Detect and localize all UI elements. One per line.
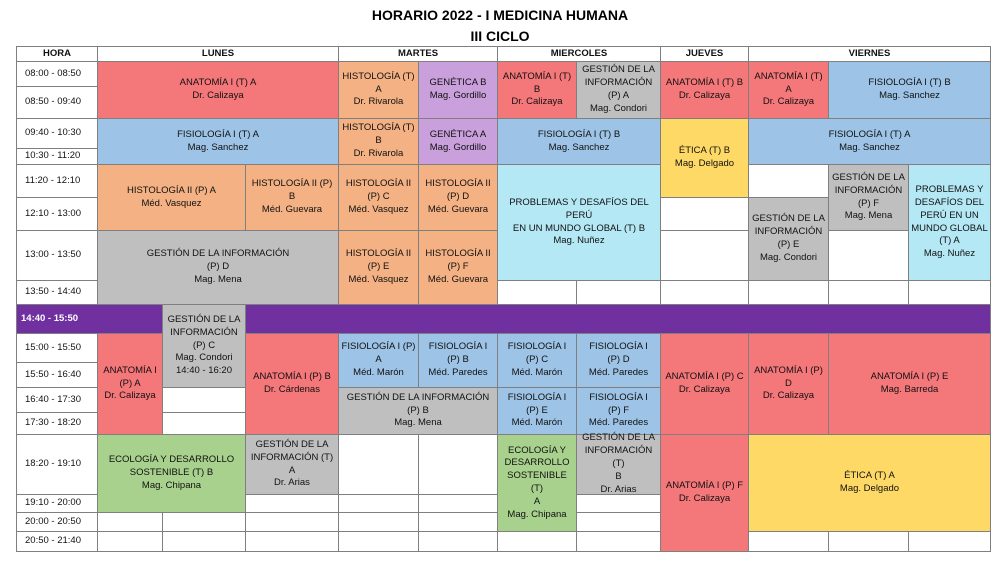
- course-line: PROBLEMAS Y: [915, 184, 984, 196]
- course-line: INFORMACIÓN (T): [584, 445, 653, 470]
- course-text: [911, 184, 988, 261]
- course-line: Mag. Sanchez: [187, 141, 249, 153]
- course-line: Méd. Vasquez: [348, 203, 409, 215]
- course-block: [97, 434, 246, 513]
- course-line: ANATOMÍA I (P) F: [665, 480, 744, 492]
- course-line: Mag. Gordillo: [429, 141, 487, 153]
- course-line: FISIOLOGÍA I (T) A: [177, 128, 259, 140]
- course-line: A: [375, 354, 382, 366]
- course-line: FISIOLOGÍA I (T) B: [868, 77, 951, 89]
- empty-cell: [748, 531, 829, 552]
- course-text: [428, 341, 487, 379]
- course-line: Mag. Barreda: [880, 384, 939, 395]
- course-text: [500, 445, 574, 522]
- course-block: [418, 164, 498, 231]
- course-line: Mag. Sanchez: [548, 141, 610, 153]
- course-text: [430, 129, 487, 155]
- course-line: HISTOLOGÍA II (P) A: [126, 184, 217, 196]
- course-block: [660, 118, 749, 198]
- course-text: [508, 392, 567, 430]
- course-block: [162, 304, 246, 388]
- course-line: FISIOLOGÍA I (T) B: [537, 128, 621, 140]
- course-block: [97, 333, 163, 435]
- course-line: ANATOMÍA I (P): [754, 364, 823, 376]
- course-block: [497, 61, 577, 119]
- course-block: [828, 333, 991, 435]
- empty-cell: [245, 494, 339, 513]
- course-line: GESTIÓN DE LA: [255, 438, 329, 450]
- course-text: [252, 178, 333, 216]
- course-block: [338, 164, 419, 231]
- course-line: Méd. Guevara: [427, 273, 489, 285]
- course-block: [418, 118, 498, 165]
- course-text: [665, 371, 743, 397]
- course-line: A: [785, 83, 792, 95]
- course-line: (P) B: [407, 404, 429, 416]
- course-line: FISIOLOGÍA I: [507, 391, 567, 403]
- course-block: [660, 61, 749, 119]
- time-slot: 15:00 - 15:50: [16, 333, 98, 363]
- course-line: (P) B: [447, 354, 469, 366]
- course-line: FISIOLOGÍA I: [428, 341, 488, 353]
- course-line: Dr. Rivarola: [353, 96, 404, 108]
- course-line: ANATOMÍA I (T) B: [665, 77, 744, 89]
- course-line: (P) E: [367, 261, 390, 273]
- empty-cell: [576, 494, 661, 513]
- course-text: [103, 365, 157, 403]
- course-line: ANATOMÍA I (P) B: [253, 371, 331, 383]
- course-line: GESTIÓN DE LA INFORMACIÓN: [146, 248, 290, 260]
- course-line: Méd. Vasquez: [348, 273, 409, 285]
- course-text: [754, 71, 822, 109]
- empty-cell: [748, 164, 829, 198]
- course-text: [253, 371, 331, 397]
- column-header: VIERNES: [748, 46, 991, 62]
- course-line: Méd. Marón: [353, 366, 404, 378]
- course-block: [245, 434, 339, 495]
- course-text: [342, 341, 416, 379]
- time-slot: 16:40 - 17:30: [16, 387, 98, 413]
- course-line: HISTOLOGÍA (T): [342, 122, 415, 134]
- course-line: DESAFÍOS DEL: [914, 196, 985, 208]
- course-line: (P) C: [367, 191, 390, 203]
- course-line: Dr. Arias: [600, 483, 637, 495]
- course-line: Méd. Marón: [511, 417, 563, 429]
- course-line: Mag. Chipana: [141, 479, 202, 491]
- course-text: [666, 77, 743, 103]
- course-text: [180, 77, 257, 103]
- course-line: Dr. Cárdenas: [264, 384, 320, 395]
- course-block: [338, 387, 498, 435]
- course-line: FISIOLOGÍA I (P): [341, 341, 416, 353]
- course-line: ANATOMÍA I (T): [502, 70, 572, 82]
- course-line: (P) C: [525, 354, 549, 366]
- course-line: GENÉTICA B: [429, 77, 487, 89]
- course-line: D: [785, 377, 792, 389]
- course-line: GESTIÓN DE LA: [582, 64, 655, 76]
- course-line: GESTIÓN DE LA: [832, 171, 905, 183]
- course-block: [748, 333, 829, 435]
- course-line: Dr. Calizaya: [678, 493, 731, 504]
- course-line: Dr. Calizaya: [762, 96, 815, 108]
- empty-cell: [162, 512, 246, 532]
- page-subtitle: III CICLO: [470, 28, 530, 44]
- course-text: [675, 145, 734, 171]
- course-line: INFORMACIÓN (T): [250, 451, 334, 463]
- course-line: Méd. Paredes: [588, 366, 649, 378]
- course-line: Mag. Nuñez: [553, 235, 605, 247]
- course-line: Dr. Calizaya: [192, 90, 244, 101]
- course-line: A: [288, 464, 296, 476]
- course-line: FISIOLOGÍA I (T) A: [828, 128, 911, 140]
- course-line: Méd. Vasquez: [141, 197, 202, 209]
- course-text: [579, 432, 658, 496]
- course-line: ECOLOGÍA Y DESARROLLO: [108, 454, 235, 466]
- course-text: [832, 172, 905, 223]
- course-line: (T) A: [939, 235, 960, 247]
- course-line: GESTIÓN DE LA: [752, 213, 825, 225]
- course-line: B: [615, 470, 622, 482]
- course-text: [346, 248, 411, 286]
- course-line: MUNDO GLOBAL: [911, 222, 988, 234]
- course-line: Méd. Guevara: [427, 203, 489, 215]
- course-line: FISIOLOGÍA I: [507, 341, 567, 353]
- course-line: Méd. Paredes: [428, 366, 488, 378]
- course-line: B: [533, 83, 541, 95]
- course-line: PROBLEMAS Y DESAFÍOS DEL PERÚ: [509, 196, 649, 221]
- empty-cell: [245, 531, 339, 552]
- time-slot: 13:50 - 14:40: [16, 280, 98, 305]
- course-line: GESTIÓN DE LA: [167, 313, 241, 325]
- course-line: INFORMACIÓN: [584, 77, 653, 89]
- course-text: [508, 341, 567, 379]
- course-line: GESTIÓN DE LA: [582, 432, 655, 444]
- course-line: HISTOLOGÍA (T): [342, 70, 415, 82]
- empty-cell: [338, 512, 419, 532]
- column-header: HORA: [16, 46, 98, 62]
- course-line: B: [288, 191, 296, 203]
- course-line: EN UN MUNDO GLOBAL (T) B: [512, 222, 646, 234]
- course-line: Dr. Calizaya: [678, 384, 731, 395]
- empty-cell: [828, 230, 909, 281]
- empty-cell: [338, 434, 419, 495]
- course-line: (P) F: [857, 197, 880, 209]
- course-line: (P) E: [526, 404, 548, 416]
- course-block: [338, 333, 419, 388]
- course-text: [582, 64, 655, 115]
- course-text: [251, 439, 333, 490]
- time-slot: 17:30 - 18:20: [16, 412, 98, 435]
- empty-cell: [162, 531, 246, 552]
- course-line: ECOLOGÍA Y: [508, 444, 566, 456]
- course-text: [503, 71, 571, 109]
- course-line: Mag. Condori: [589, 102, 647, 114]
- column-header: JUEVES: [660, 46, 749, 62]
- course-line: (P) D: [206, 261, 230, 273]
- course-line: Mag. Mena: [844, 210, 893, 222]
- course-line: HISTOLOGÍA II: [345, 248, 412, 260]
- course-block: [748, 118, 991, 165]
- course-line: Mag. Condori: [759, 251, 817, 263]
- course-block: [418, 230, 498, 305]
- course-line: (P) D: [607, 354, 630, 366]
- course-line: Dr. Rivarola: [353, 147, 404, 159]
- course-block: [418, 61, 498, 119]
- course-line: Mag. Delgado: [674, 158, 735, 169]
- time-slot: 08:50 - 09:40: [16, 86, 98, 119]
- empty-cell: [660, 280, 749, 305]
- course-line: ÉTICA (T) B: [678, 145, 731, 157]
- course-text: [147, 248, 290, 286]
- column-header: LUNES: [97, 46, 339, 62]
- course-text: [342, 71, 414, 109]
- course-block: [418, 333, 498, 388]
- time-slot: 13:00 - 13:50: [16, 230, 98, 281]
- time-slot: 18:20 - 19:10: [16, 434, 98, 495]
- empty-cell: [338, 531, 419, 552]
- time-slot: 11:20 - 12:10: [16, 164, 98, 198]
- time-slot: 10:30 - 11:20: [16, 148, 98, 165]
- course-line: PERÚ EN UN: [920, 209, 979, 221]
- empty-cell: [418, 512, 498, 532]
- empty-cell: [660, 197, 749, 231]
- course-line: Dr. Calizaya: [678, 90, 731, 101]
- empty-cell: [497, 531, 577, 552]
- course-line: HISTOLOGÍA II: [345, 178, 412, 190]
- course-block: [97, 230, 339, 305]
- course-block: [497, 434, 577, 532]
- course-block: [497, 333, 577, 388]
- course-text: [109, 454, 234, 492]
- empty-cell: [576, 280, 661, 305]
- time-slot: 09:40 - 10:30: [16, 118, 98, 149]
- course-text: [500, 197, 658, 248]
- course-line: GESTIÓN DE LA INFORMACIÓN: [346, 391, 490, 403]
- course-text: [346, 178, 411, 216]
- course-text: [165, 314, 243, 378]
- column-header: MARTES: [338, 46, 498, 62]
- course-block: [97, 61, 339, 119]
- course-line: A: [533, 495, 541, 507]
- course-line: HISTOLOGÍA II: [425, 248, 491, 260]
- course-block: [497, 387, 577, 435]
- course-text: [752, 213, 825, 264]
- course-block: [908, 164, 991, 281]
- course-line: Mag. Condori: [175, 352, 233, 364]
- course-line: INFORMACIÓN: [834, 184, 903, 196]
- course-line: B: [375, 135, 382, 147]
- course-line: Dr. Calizaya: [511, 96, 563, 108]
- empty-cell: [418, 434, 498, 495]
- course-line: 14:40 - 16:20: [176, 365, 232, 377]
- course-block: [660, 434, 749, 552]
- course-line: (P) A: [607, 90, 630, 101]
- course-block: [338, 230, 419, 305]
- course-line: Méd. Paredes: [588, 417, 649, 429]
- course-text: [589, 392, 648, 430]
- course-text: [429, 77, 486, 103]
- empty-cell: [828, 280, 909, 305]
- course-line: (P) D: [446, 191, 470, 203]
- course-line: Mag. Mena: [194, 273, 242, 285]
- course-text: [754, 365, 823, 403]
- empty-cell: [418, 531, 498, 552]
- course-block: [245, 164, 339, 231]
- course-block: [576, 387, 661, 435]
- course-block: [576, 333, 661, 388]
- course-text: [425, 178, 490, 216]
- course-block: [748, 197, 829, 281]
- course-text: [589, 341, 648, 379]
- course-line: Dr. Calizaya: [104, 390, 156, 402]
- course-block: [748, 61, 829, 119]
- course-block: [828, 61, 991, 119]
- course-block: [245, 333, 339, 435]
- course-line: Mag. Nuñez: [923, 248, 976, 260]
- course-block: [97, 164, 246, 231]
- course-text: [868, 77, 950, 103]
- time-slot: 20:50 - 21:40: [16, 531, 98, 552]
- course-block: [497, 118, 661, 165]
- page-title: HORARIO 2022 - I MEDICINA HUMANA: [371, 7, 629, 23]
- course-line: Mag. Sanchez: [879, 90, 940, 101]
- course-line: (P) F: [447, 261, 469, 273]
- course-line: (P) F: [607, 404, 630, 416]
- empty-cell: [576, 531, 661, 552]
- time-slot: 19:10 - 20:00: [16, 494, 98, 513]
- course-block: [660, 333, 749, 435]
- empty-cell: [660, 230, 749, 281]
- course-block: [576, 434, 661, 495]
- course-text: [871, 371, 949, 397]
- course-line: A: [375, 83, 382, 95]
- course-line: DESARROLLO: [504, 457, 570, 469]
- course-block: [338, 118, 419, 165]
- course-line: ANATOMÍA I (P) C: [665, 371, 744, 383]
- course-text: [538, 129, 620, 155]
- empty-cell: [162, 412, 246, 435]
- empty-cell: [245, 512, 339, 532]
- course-text: [347, 392, 490, 430]
- course-line: ANATOMÍA I (T) A: [179, 77, 257, 89]
- column-header: MIERCOLES: [497, 46, 661, 62]
- time-slot: 12:10 - 13:00: [16, 197, 98, 231]
- course-block: [748, 434, 991, 532]
- course-text: [840, 470, 899, 496]
- course-line: FISIOLOGÍA I: [589, 341, 648, 353]
- course-line: Mag. Delgado: [839, 483, 900, 494]
- time-slot: 08:00 - 08:50: [16, 61, 98, 87]
- course-line: ÉTICA (T) A: [844, 470, 895, 482]
- time-slot: 20:00 - 20:50: [16, 512, 98, 532]
- course-line: SOSTENIBLE (T): [507, 470, 567, 494]
- course-text: [666, 480, 743, 506]
- empty-cell: [418, 494, 498, 513]
- course-text: [342, 122, 414, 160]
- course-line: FISIOLOGÍA I: [589, 391, 648, 403]
- empty-cell: [97, 531, 163, 552]
- course-block: [97, 118, 339, 165]
- course-line: ANATOMÍA I (T): [754, 70, 823, 82]
- empty-cell: [338, 494, 419, 513]
- course-line: HISTOLOGÍA II (P): [251, 178, 333, 190]
- empty-cell: [748, 280, 829, 305]
- course-text: [127, 185, 216, 211]
- course-line: (P) A: [119, 377, 141, 389]
- course-line: SOSTENIBLE (T) B: [129, 467, 214, 479]
- course-line: Mag. Gordillo: [429, 90, 487, 101]
- course-line: Mag. Sanchez: [839, 141, 900, 153]
- course-line: Dr. Arias: [274, 477, 310, 489]
- empty-cell: [908, 531, 991, 552]
- course-line: ANATOMÍA I: [103, 364, 157, 376]
- course-line: HISTOLOGÍA II: [425, 178, 491, 190]
- course-line: INFORMACIÓN (P) C: [170, 326, 238, 351]
- course-line: ANATOMÍA I (P) E: [870, 371, 949, 383]
- empty-cell: [497, 280, 577, 305]
- course-line: Mag. Mena: [394, 417, 442, 429]
- course-block: [497, 164, 661, 281]
- course-line: Méd. Guevara: [261, 203, 323, 215]
- course-text: [177, 129, 259, 155]
- course-block: [828, 164, 909, 231]
- course-line: Méd. Marón: [511, 366, 563, 378]
- empty-cell: [576, 512, 661, 532]
- course-block: [576, 61, 661, 119]
- empty-cell: [908, 280, 991, 305]
- course-line: Mag. Chipana: [507, 508, 567, 520]
- course-text: [425, 248, 490, 286]
- course-block: [338, 61, 419, 119]
- empty-cell: [162, 387, 246, 413]
- course-line: INFORMACIÓN: [754, 226, 823, 238]
- time-slot: 15:50 - 16:40: [16, 362, 98, 388]
- break-band: 14:40 - 15:50: [16, 304, 991, 334]
- course-line: Dr. Calizaya: [762, 390, 815, 402]
- course-text: [829, 129, 911, 155]
- empty-cell: [828, 531, 909, 552]
- course-line: (P) E: [777, 239, 800, 250]
- course-line: GENÉTICA A: [429, 128, 487, 140]
- empty-cell: [97, 512, 163, 532]
